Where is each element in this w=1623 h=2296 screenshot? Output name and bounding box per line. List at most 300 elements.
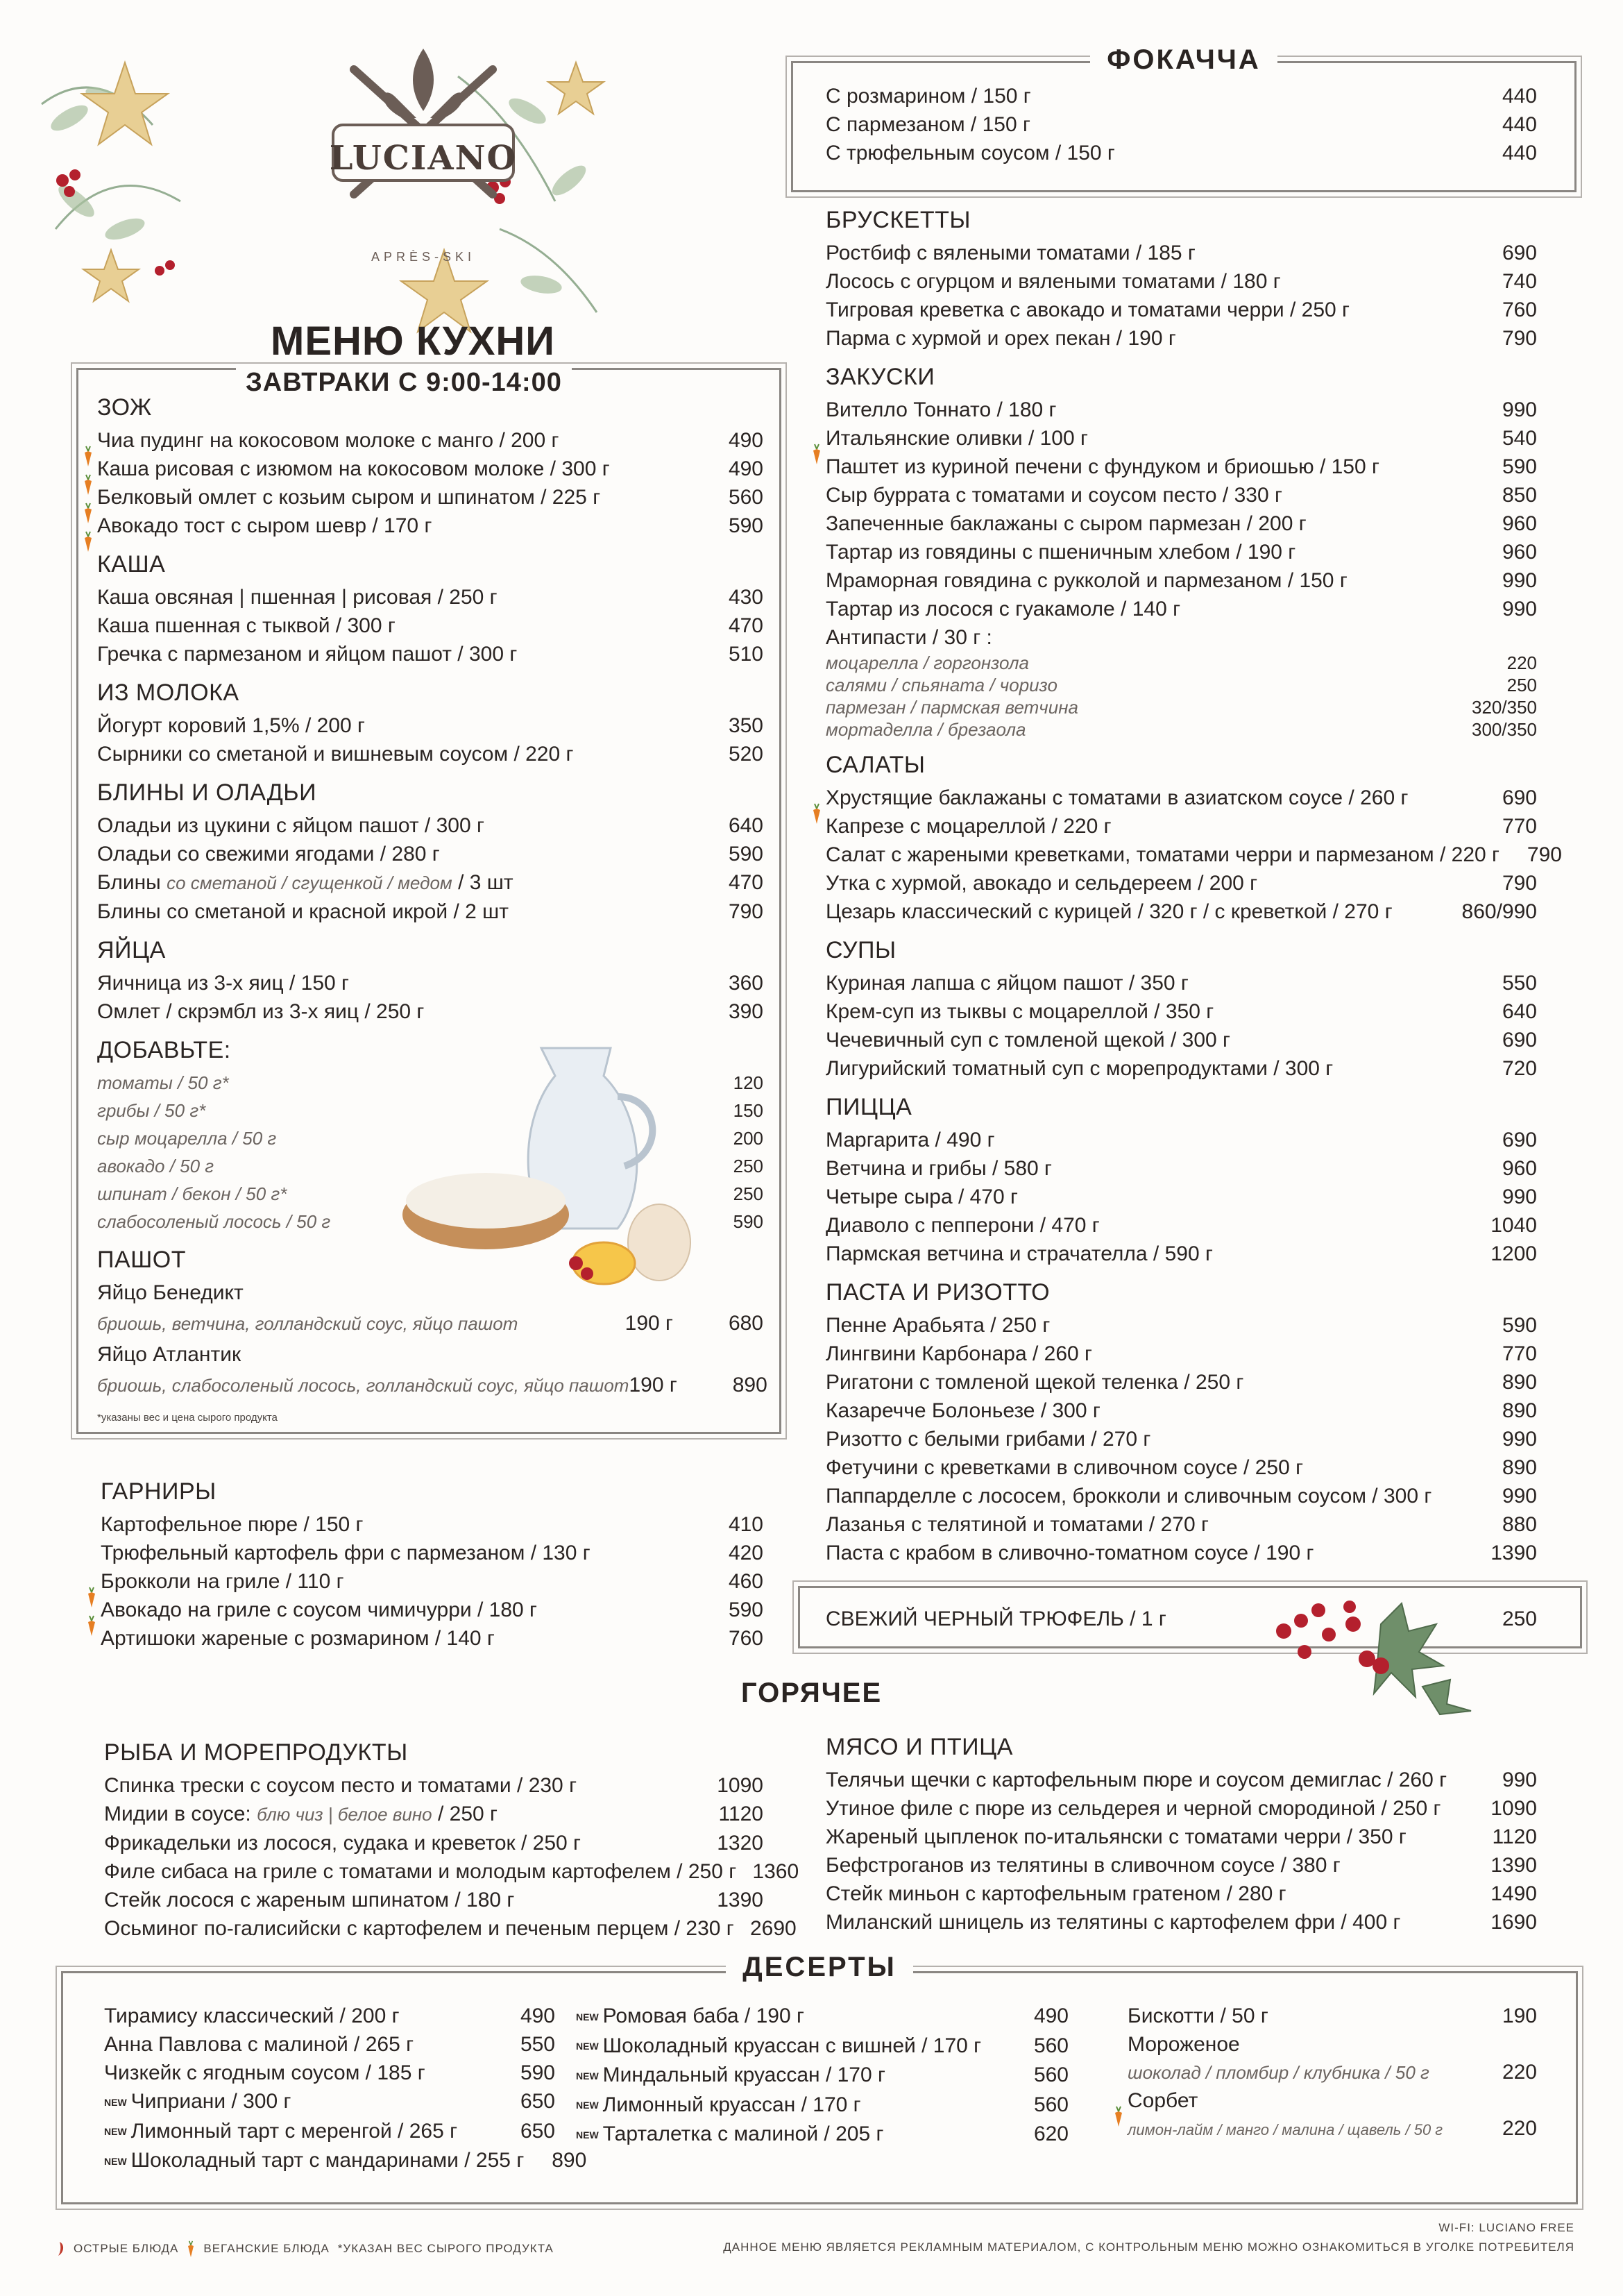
menu-item — [101, 1539, 763, 1567]
item-price: 990 — [1502, 398, 1537, 421]
menu-item — [101, 1567, 763, 1596]
section-title-bruschetta: БРУСКЕТТЫ — [826, 207, 971, 233]
item-price: 550 — [520, 2033, 555, 2056]
item-price: 390 — [728, 1000, 763, 1023]
meat-list — [826, 1766, 1537, 1936]
item-name: Миндальный круассан / 170 г — [602, 2063, 885, 2087]
item-name: Итальянские оливки / 100 г — [826, 427, 1088, 450]
dessert-item-desc: лимон-лайм / манго / малина / щавель / 50 г 220 — [1128, 2117, 1537, 2140]
menu-item — [826, 897, 1537, 926]
item-price: 560 — [1033, 2093, 1069, 2116]
item-name: Стейк лосося с жареным шпинатом / 180 г — [104, 1889, 515, 1911]
menu-item — [97, 455, 763, 483]
section-title-bliny: БЛИНЫ И ОЛАДЬИ — [97, 779, 317, 806]
right-menu-column — [826, 196, 1562, 1567]
antipasti-item — [826, 674, 1537, 696]
item-name: Ростбиф с вялеными томатами / 185 г — [826, 242, 1196, 264]
menu-item — [97, 997, 763, 1026]
item-price: 150 — [733, 1100, 763, 1121]
menu-item — [104, 1914, 797, 1943]
dessert-item — [104, 2059, 555, 2087]
item-price: 200 — [733, 1128, 763, 1149]
item-price: 890 — [1502, 1456, 1537, 1479]
item-name: Тарталетка с малиной / 205 г — [602, 2122, 884, 2146]
item-name: Блины — [97, 871, 161, 894]
item-price: 490 — [728, 457, 763, 480]
item-name: шпинат / бекон / 50 г* — [97, 1183, 287, 1204]
item-name: Ветчина и грибы / 580 г — [826, 1157, 1052, 1180]
item-name: Яйцо Атлантик — [97, 1343, 241, 1366]
menu-item — [97, 611, 763, 640]
item-name: Омлет / скрэмбл из 3-х яиц / 250 г — [97, 1000, 425, 1023]
menu-item — [826, 595, 1537, 623]
item-price: 1120 — [1492, 1825, 1537, 1848]
item-price: 990 — [1502, 1428, 1537, 1451]
item-price: 590 — [733, 1211, 763, 1232]
menu-item — [826, 1539, 1537, 1567]
item-price: 120 — [733, 1072, 763, 1093]
menu-item — [826, 267, 1537, 296]
item-price: 430 — [728, 586, 763, 609]
new-badge: NEW — [104, 2126, 127, 2138]
item-name: грибы / 50 г* — [97, 1100, 206, 1121]
menu-item — [826, 1183, 1537, 1211]
item-price: 740 — [1502, 270, 1537, 293]
antipasti-item — [826, 696, 1537, 718]
item-price: 470 — [728, 614, 763, 637]
item-name: Осьминог по-галисийски с картофелем и печеным перцем / 230 г — [104, 1917, 734, 1940]
menu-item — [826, 969, 1537, 997]
item-price: 690 — [1502, 242, 1537, 264]
item-name: Каша рисовая с изюмом на кокосовом молоке / 300 г — [97, 457, 610, 480]
item-name: Антипасти / 30 г : — [826, 626, 992, 649]
item-price: 640 — [728, 814, 763, 837]
fleur-de-lis-logo-icon — [312, 42, 534, 222]
disclaimer: ДАННОЕ МЕНЮ ЯВЛЯЕТСЯ РЕКЛАМНЫМ МАТЕРИАЛОМ, С КОНТРОЛЬНЫМ МЕНЮ МОЖНО ОЗНАКОМИТЬСЯ В УГОЛКЕ ПОТРЕБИТЕЛЯ — [723, 2240, 1574, 2254]
item-name: моцарелла / горгонзола — [826, 652, 1029, 673]
item-name: Паштет из куриной печени с фундуком и бриошью / 150 г — [826, 455, 1379, 478]
item-name: Хрустящие баклажаны с томатами в азиатском соусе / 260 г — [826, 786, 1409, 809]
item-price: 640 — [1502, 1000, 1537, 1023]
dessert-item — [576, 2120, 1069, 2150]
section-title-garnish: ГАРНИРЫ — [101, 1478, 216, 1505]
item-name: С трюфельным соусом / 150 г — [826, 142, 1115, 164]
item-price: 790 — [1502, 327, 1537, 350]
item-price: 1090 — [1490, 1797, 1537, 1820]
item-price: 890 — [732, 1374, 767, 1396]
chili-icon — [56, 2240, 65, 2257]
menu-item — [826, 110, 1537, 139]
item-weight: 190 г — [624, 1312, 673, 1335]
menu-item — [826, 1311, 1537, 1340]
item-name: Оладьи со свежими ягодами / 280 г — [97, 843, 440, 866]
item-name: Яйцо Бенедикт — [97, 1281, 244, 1304]
item-price: 990 — [1502, 1185, 1537, 1208]
item-name: Трюфельный картофель фри с пармезаном / 130 г — [101, 1542, 590, 1564]
item-name: Запеченные баклажаны с сыром пармезан / 200 г — [826, 512, 1307, 535]
item-price: 690 — [1502, 1129, 1537, 1151]
item-price: 550 — [1502, 972, 1537, 995]
item-name: Каша овсяная | пшенная | рисовая / 250 г — [97, 586, 498, 609]
item-weight: 190 г — [629, 1374, 677, 1396]
soups-list — [826, 969, 1537, 1083]
item-price: 540 — [1502, 427, 1537, 450]
menu-item — [826, 82, 1537, 110]
menu-item — [104, 1829, 763, 1857]
raw-weight-note: *указаны вес и цена сырого продукта — [97, 1412, 278, 1424]
section-title-zozh: ЗОЖ — [97, 394, 152, 421]
item-price: 1360 — [752, 1860, 799, 1883]
menu-item — [826, 1880, 1537, 1908]
item-name: Сыр буррата с томатами и соусом песто / 330 г — [826, 484, 1282, 507]
item-name: авокадо / 50 г — [97, 1156, 214, 1176]
garnish-section — [101, 1471, 763, 1653]
item-options: со сметаной / сгущенкой / медом — [167, 872, 452, 893]
menu-item — [826, 509, 1537, 538]
item-name: Чечевичный суп с томленой щекой / 300 г — [826, 1029, 1230, 1052]
menu-item — [826, 1154, 1537, 1183]
item-name: Тигровая креветка с авокадо и томатами черри / 250 г — [826, 298, 1350, 321]
item-name: Казаречче Болоньезе / 300 г — [826, 1399, 1101, 1422]
item-name: Салат с жареными креветками, томатами черри и пармезаном / 220 г — [826, 843, 1499, 866]
section-title-pizza: ПИЦЦА — [826, 1094, 912, 1120]
item-name: Белковый омлет с козьим сыром и шпинатом / 225 г — [97, 486, 601, 509]
section-title-add: ДОБАВЬТЕ: — [97, 1037, 231, 1063]
section-title-kasha: КАША — [97, 551, 166, 577]
item-name: Жареный цыпленок по-итальянски с томатами черри / 350 г — [826, 1825, 1407, 1848]
vegan-carrot-icon — [812, 803, 822, 824]
item-price: 320/350 — [1472, 697, 1537, 718]
item-price: 420 — [728, 1542, 763, 1564]
item-price: 560 — [1033, 2034, 1069, 2057]
menu-item — [97, 740, 763, 768]
dessert-item — [576, 2032, 1069, 2061]
item-price: 890 — [1502, 1399, 1537, 1422]
menu-item — [97, 483, 763, 512]
item-name: Паста с крабом в сливочно-томатном соусе / 190 г — [826, 1542, 1314, 1564]
legend-spicy: ОСТРЫЕ БЛЮДА — [74, 2242, 179, 2255]
menu-item — [97, 1340, 763, 1369]
item-price: 560 — [728, 486, 763, 509]
item-name: Каша пшенная с тыквой / 300 г — [97, 614, 396, 637]
menu-item — [101, 1510, 763, 1539]
menu-item — [97, 711, 763, 740]
vegan-carrot-icon — [87, 1615, 96, 1636]
dessert-item: Сорбет — [1128, 2086, 1537, 2115]
item-name: Блины со сметаной и красной икрой / 2 шт — [97, 900, 509, 923]
section-title-fish: РЫБА И МОРЕПРОДУКТЫ — [104, 1739, 408, 1766]
vegan-carrot-icon — [1114, 2106, 1123, 2127]
dessert-item — [104, 2087, 555, 2117]
brand-name: LUCIANO — [329, 139, 518, 178]
item-price: 720 — [1502, 1057, 1537, 1080]
item-description: бриошь, слабосоленый лосось, голландский соус, яйцо пашот 190 г 890 — [97, 1369, 763, 1402]
item-price: 440 — [1502, 113, 1537, 136]
section-title-milk: ИЗ МОЛОКА — [97, 679, 239, 706]
item-name: Миланский шницель из телятины с картофелем фри / 400 г — [826, 1911, 1401, 1934]
item-name: Чизкейк с ягодным соусом / 185 г — [104, 2061, 425, 2084]
item-price: 1040 — [1490, 1214, 1537, 1237]
menu-item — [826, 424, 1537, 453]
antipasti-item — [826, 652, 1537, 674]
item-price: 880 — [1502, 1513, 1537, 1536]
wifi-info: WI-FI: LUCIANO FREE — [1438, 2221, 1574, 2234]
menu-item — [826, 139, 1537, 167]
section-title-salads: САЛАТЫ — [826, 752, 926, 778]
vegan-carrot-icon — [87, 1587, 96, 1607]
item-name: Тирамису классический / 200 г — [104, 2004, 400, 2027]
item-options: блю чиз | белое вино — [257, 1804, 432, 1825]
item-name: Шоколадный круассан с вишней / 170 г — [602, 2034, 982, 2057]
item-name: С розмарином / 150 г — [826, 85, 1031, 108]
menu-item — [826, 841, 1562, 869]
menu-item — [97, 897, 763, 926]
item-name: Лигурийский томатный суп с морепродуктами / 300 г — [826, 1057, 1334, 1080]
menu-item — [826, 623, 1537, 652]
item-name: Вителло Тоннато / 180 г — [826, 398, 1057, 421]
zozh-list — [97, 426, 763, 540]
menu-item — [826, 1240, 1537, 1268]
item-name: Артишоки жареные с розмарином / 140 г — [101, 1627, 495, 1650]
item-price: 790 — [1527, 843, 1562, 866]
new-badge: NEW — [576, 2011, 599, 2023]
menu-item — [826, 239, 1537, 267]
item-price: 250 — [733, 1156, 763, 1176]
truffle-price: 250 — [1502, 1607, 1537, 1630]
menu-item — [826, 1026, 1537, 1054]
item-price: 1390 — [717, 1889, 763, 1911]
item-price: 690 — [1502, 786, 1537, 809]
menu-item — [826, 324, 1537, 353]
item-tail: / 3 шт — [458, 871, 513, 894]
item-price: 990 — [1502, 598, 1537, 621]
item-price: 760 — [1502, 298, 1537, 321]
section-title-meat: МЯСО И ПТИЦА — [826, 1734, 1013, 1760]
item-price: 680 — [728, 1312, 763, 1335]
menu-item — [826, 1794, 1537, 1823]
section-title-snacks: ЗАКУСКИ — [826, 364, 935, 390]
dessert-item — [576, 2091, 1069, 2120]
menu-item — [826, 1054, 1537, 1083]
dessert-item — [104, 2002, 555, 2030]
dessert-item — [576, 2002, 1069, 2032]
menu-item — [826, 869, 1537, 897]
item-price: 590 — [728, 514, 763, 537]
item-name: салями / спьяната / чоризо — [826, 675, 1057, 695]
menu-item — [104, 1771, 763, 1800]
menu-item — [97, 868, 763, 897]
item-name: Парма с хурмой и орех пекан / 190 г — [826, 327, 1176, 350]
pasta-list — [826, 1311, 1537, 1567]
item-price: 1120 — [718, 1803, 763, 1825]
item-price: 960 — [1502, 512, 1537, 535]
new-badge: NEW — [576, 2041, 599, 2052]
menu-item — [826, 1510, 1537, 1539]
item-price: 590 — [728, 843, 763, 866]
vegan-carrot-icon — [83, 446, 93, 466]
item-price: 620 — [1033, 2122, 1069, 2146]
item-name: Гречка с пармезаном и яйцом пашот / 300 г — [97, 643, 518, 666]
item-price: 440 — [1502, 85, 1537, 108]
breakfast-title: ЗАВТРАКИ С 9:00-14:00 — [236, 368, 572, 398]
menu-item — [826, 538, 1537, 566]
item-name: Филе сибаса на гриле с томатами и молодым картофелем / 250 г — [104, 1860, 737, 1883]
vegan-carrot-icon — [187, 2240, 195, 2257]
menu-item — [104, 1800, 763, 1829]
item-name: Пармская ветчина и страчателла / 590 г — [826, 1242, 1213, 1265]
item-name: Мраморная говядина с рукколой и пармезаном / 150 г — [826, 569, 1348, 592]
item-name: Ригатони с томленой щекой теленка / 250 г — [826, 1371, 1244, 1394]
new-badge: NEW — [576, 2100, 599, 2111]
menu-item — [101, 1596, 763, 1624]
item-name: Яичница из 3-х яиц / 150 г — [97, 972, 349, 995]
menu-item — [826, 1766, 1537, 1794]
menu-item — [97, 840, 763, 868]
new-badge: NEW — [104, 2155, 127, 2167]
meat-section — [826, 1723, 1537, 1936]
item-name: Йогурт коровий 1,5% / 200 г — [97, 714, 365, 737]
menu-item — [826, 1823, 1537, 1851]
item-price: 650 — [520, 2119, 555, 2143]
item-price: 990 — [1502, 1485, 1537, 1508]
snacks-list — [826, 396, 1537, 652]
item-name: Лимонный круассан / 170 г — [602, 2093, 861, 2116]
vegan-carrot-icon — [83, 474, 93, 495]
item-name: Сырники со сметаной и вишневым соусом / 220 г — [97, 743, 574, 766]
item-name: слабосоленый лосось / 50 г — [97, 1211, 331, 1232]
item-name: Лазанья с телятиной и томатами / 270 г — [826, 1513, 1209, 1536]
menu-item — [826, 1368, 1537, 1396]
menu-item — [826, 566, 1537, 595]
item-price: 590 — [1502, 455, 1537, 478]
item-name: Маргарита / 490 г — [826, 1129, 995, 1151]
antipasti-list — [826, 652, 1537, 741]
item-price: 490 — [728, 429, 763, 452]
focaccia-title: ФОКАЧЧА — [1090, 44, 1277, 76]
item-price: 990 — [1502, 569, 1537, 592]
item-price: 1200 — [1490, 1242, 1537, 1265]
menu-item — [104, 1886, 763, 1914]
vegan-carrot-icon — [83, 503, 93, 523]
fish-section — [104, 1728, 799, 1943]
item-name: Цезарь классический с курицей / 320 г / с креветкой / 270 г — [826, 900, 1393, 923]
item-name: Ромовая баба / 190 г — [602, 2004, 804, 2027]
dessert-item: Бискотти / 50 г 190 — [1128, 2004, 1537, 2027]
item-name: Утиное филе с пюре из сельдерея и черной смородиной / 250 г — [826, 1797, 1441, 1820]
item-price: 2690 — [749, 1917, 797, 1940]
item-name: Пенне Арабьята / 250 г — [826, 1314, 1051, 1337]
item-price: 470 — [728, 871, 763, 894]
item-price: 300/350 — [1472, 719, 1537, 740]
milk-jug-illustration — [382, 1034, 729, 1298]
item-name: Тартар из лосося с гуакамоле / 140 г — [826, 598, 1181, 621]
menu-item — [826, 1453, 1537, 1482]
item-name: Ризотто с белыми грибами / 270 г — [826, 1428, 1151, 1451]
item-price: 760 — [728, 1627, 763, 1650]
desserts-col2 — [576, 2002, 1069, 2150]
brand-tagline: APRÈS-SKI — [371, 250, 476, 264]
legend-vegan: ВЕГАНСКИЕ БЛЮДА — [203, 2242, 330, 2255]
menu-item — [826, 1908, 1537, 1936]
menu-item — [104, 1857, 799, 1886]
item-name: Шоколадный тарт с мандаринами / 255 г — [130, 2149, 525, 2172]
desserts-col3 — [1128, 2002, 1537, 2144]
item-name: Брокколи на гриле / 110 г — [101, 1570, 344, 1593]
salads-list — [826, 784, 1562, 926]
item-price: 590 — [1502, 1314, 1537, 1337]
item-description: бриошь, ветчина, голландский соус, яйцо пашот 190 г 680 — [97, 1307, 763, 1340]
item-price: 1390 — [1490, 1542, 1537, 1564]
item-price: 850 — [1502, 484, 1537, 507]
menu-item — [97, 969, 763, 997]
menu-item — [97, 811, 763, 840]
menu-item — [97, 640, 763, 668]
item-name: Куриная лапша с яйцом пашот / 350 г — [826, 972, 1189, 995]
item-price: 790 — [728, 900, 763, 923]
section-title-poached: ПАШОТ — [97, 1247, 186, 1273]
item-price: 520 — [728, 743, 763, 766]
new-badge: NEW — [576, 2129, 599, 2141]
item-price: 790 — [1502, 872, 1537, 895]
desserts-title: ДЕСЕРТЫ — [726, 1952, 913, 1983]
milk-list — [97, 711, 763, 768]
item-price: 360 — [728, 972, 763, 995]
item-price: 510 — [728, 643, 763, 666]
item-name: Паппарделле с лососем, брокколи и сливочным соусом / 300 г — [826, 1485, 1432, 1508]
item-price: 460 — [728, 1570, 763, 1593]
truffle-name: СВЕЖИЙ ЧЕРНЫЙ ТРЮФЕЛЬ / 1 г — [826, 1607, 1166, 1630]
bruschetta-list — [826, 239, 1537, 353]
new-badge: NEW — [104, 2096, 127, 2108]
menu-item — [826, 1126, 1537, 1154]
fish-list — [104, 1771, 799, 1943]
holly-decoration — [1263, 1582, 1485, 1721]
item-price: 250 — [733, 1183, 763, 1204]
item-name: Бефстроганов из телятины в сливочном соусе / 380 г — [826, 1854, 1341, 1877]
focaccia-list — [826, 82, 1537, 167]
menu-item — [826, 1851, 1537, 1880]
item-name: сыр моцарелла / 50 г — [97, 1128, 277, 1149]
item-name: мортаделла / брезаола — [826, 719, 1026, 740]
item-name: Чиа пудинг на кокосовом молоке с манго / 200 г — [97, 429, 559, 452]
vegan-carrot-icon — [812, 444, 822, 464]
menu-item — [826, 997, 1537, 1026]
item-name: Диаволо с пепперони / 470 г — [826, 1214, 1100, 1237]
menu-item — [826, 1482, 1537, 1510]
item-price: 960 — [1502, 1157, 1537, 1180]
item-price: 250 — [1506, 675, 1537, 695]
item-price: 440 — [1502, 142, 1537, 164]
item-name: Телячьи щечки с картофельным пюре и соусом демиглас / 260 г — [826, 1769, 1447, 1791]
legend-raw: *УКАЗАН ВЕС СЫРОГО ПРОДУКТА — [337, 2242, 554, 2255]
item-price: 410 — [728, 1513, 763, 1536]
item-name: Авокадо на гриле с соусом чимичурри / 180 г — [101, 1598, 537, 1621]
item-name: пармезан / пармская ветчина — [826, 697, 1078, 718]
item-price: 1490 — [1490, 1882, 1537, 1905]
item-price: 1320 — [717, 1832, 763, 1855]
desserts-col1 — [104, 2002, 587, 2176]
item-name: Анна Павлова с малиной / 265 г — [104, 2033, 414, 2056]
item-name: Авокадо тост с сыром шевр / 170 г — [97, 514, 432, 537]
item-price: 890 — [1502, 1371, 1537, 1394]
menu-item — [826, 396, 1537, 424]
item-name: томаты / 50 г* — [97, 1072, 229, 1093]
item-name: Капрезе с моцареллой / 220 г — [826, 815, 1112, 838]
dessert-item — [104, 2030, 555, 2059]
menu-item — [826, 1396, 1537, 1425]
focaccia-section — [826, 82, 1537, 167]
menu-item — [826, 812, 1537, 841]
